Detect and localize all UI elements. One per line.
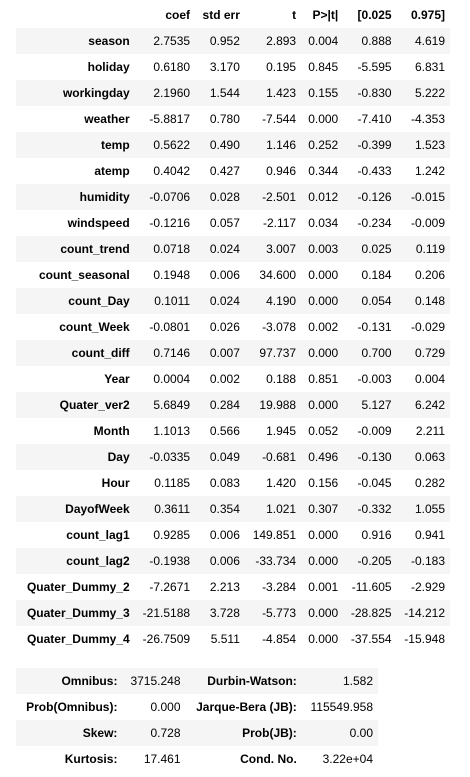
table-cell: -2.929 <box>410 580 445 594</box>
table-cell: -3.078 <box>262 320 297 334</box>
table-cell: 1.146 <box>266 138 297 152</box>
row-label: Quater_Dummy_2 <box>26 580 130 594</box>
table-cell: 0.049 <box>209 450 240 464</box>
table-cell: -5.595 <box>357 60 392 74</box>
row-label: Month <box>93 424 130 438</box>
table-cell: 0.001 <box>308 580 339 594</box>
table-cell: 0.006 <box>209 268 240 282</box>
table-cell: 0.000 <box>308 112 339 126</box>
table-cell: -0.0801 <box>149 320 191 334</box>
table-cell: 2.211 <box>415 424 445 438</box>
table-row <box>16 574 450 600</box>
row-label: humidity <box>79 190 130 204</box>
table-cell: 1.544 <box>209 86 240 100</box>
table-cell: -0.399 <box>357 138 392 152</box>
table-row <box>16 444 450 470</box>
table-cell: 0.034 <box>308 216 339 230</box>
stat-label: Prob(Omnibus): <box>26 700 118 714</box>
table-cell: 4.190 <box>266 294 297 308</box>
table-cell: 0.946 <box>266 164 297 178</box>
table-cell: 0.000 <box>308 528 339 542</box>
table-cell: 0.0718 <box>153 242 191 256</box>
table-cell: -0.009 <box>357 424 392 438</box>
table-cell: -0.0706 <box>149 190 191 204</box>
table-cell: 0.282 <box>414 476 445 490</box>
table-cell: 6.831 <box>414 60 445 74</box>
table-cell: 97.737 <box>259 346 297 360</box>
row-label: Hour <box>101 476 130 490</box>
table-cell: -21.5188 <box>142 606 191 620</box>
table-cell: 1.1013 <box>153 424 191 438</box>
table-row <box>16 54 450 80</box>
table-cell: 0.000 <box>308 268 339 282</box>
table-cell: -0.126 <box>357 190 392 204</box>
table-cell: 0.004 <box>414 372 445 386</box>
table-cell: -7.544 <box>262 112 297 126</box>
table-cell: 0.006 <box>209 554 240 568</box>
table-cell: 0.119 <box>415 242 445 256</box>
stat-label: Jarque-Bera (JB): <box>196 700 297 714</box>
row-label: count_lag1 <box>66 528 130 542</box>
table-cell: -5.8817 <box>149 112 191 126</box>
table-row <box>16 184 450 210</box>
stat-value: 1.582 <box>342 674 373 688</box>
table-cell: 5.127 <box>361 398 392 412</box>
table-cell: 0.007 <box>209 346 240 360</box>
stat-value: 0.728 <box>150 726 181 740</box>
table-cell: -0.830 <box>357 86 392 100</box>
table-cell: 0.004 <box>308 34 339 48</box>
table-cell: -33.734 <box>255 554 297 568</box>
table-cell: 0.566 <box>209 424 240 438</box>
table-row <box>16 496 450 522</box>
stat-label: Skew: <box>82 726 118 740</box>
table-cell: 0.024 <box>209 294 240 308</box>
row-label: weather <box>84 112 130 126</box>
table-cell: -0.332 <box>357 502 392 516</box>
table-cell: -0.003 <box>357 372 392 386</box>
table-cell: 149.851 <box>252 528 297 542</box>
table-cell: 0.6180 <box>153 60 191 74</box>
table-cell: 0.952 <box>209 34 240 48</box>
table-cell: 0.700 <box>361 346 392 360</box>
table-cell: 0.284 <box>209 398 240 412</box>
table-cell: 0.427 <box>209 164 240 178</box>
table-cell: 2.893 <box>266 34 297 48</box>
stat-label: Omnibus: <box>61 674 118 688</box>
table-cell: -2.117 <box>262 216 297 230</box>
table-cell: 0.9285 <box>153 528 191 542</box>
table-cell: -0.015 <box>410 190 445 204</box>
table-cell: 0.083 <box>209 476 240 490</box>
table-row <box>16 694 378 720</box>
diagnostics-table-body <box>16 668 378 772</box>
table-cell: -0.0335 <box>149 450 191 464</box>
table-cell: 0.307 <box>308 502 339 516</box>
row-label: windspeed <box>67 216 130 230</box>
table-cell: 0.000 <box>308 632 339 646</box>
table-cell: 1.423 <box>266 86 297 100</box>
row-label: Quater_Dummy_3 <box>26 606 130 620</box>
stat-value: 3.22e+04 <box>322 752 373 766</box>
table-row <box>16 746 378 772</box>
table-cell: 0.354 <box>209 502 240 516</box>
stat-value: 0.00 <box>349 726 373 740</box>
row-label: Quater_Dummy_4 <box>26 632 130 646</box>
row-label: count_diff <box>71 346 130 360</box>
table-row <box>16 288 450 314</box>
table-cell: 0.916 <box>361 528 392 542</box>
table-cell: -5.773 <box>262 606 297 620</box>
table-row <box>16 668 378 694</box>
table-row <box>16 262 450 288</box>
row-label: count_Week <box>59 320 130 334</box>
table-cell: 0.490 <box>209 138 240 152</box>
table-cell: 0.344 <box>308 164 339 178</box>
column-header: 0.975] <box>410 8 445 22</box>
table-cell: 19.988 <box>259 398 297 412</box>
table-cell: 0.184 <box>361 268 392 282</box>
table-row <box>16 340 450 366</box>
table-cell: -7.410 <box>357 112 392 126</box>
table-cell: 0.7146 <box>153 346 191 360</box>
table-cell: 5.511 <box>210 632 240 646</box>
table-cell: 0.024 <box>209 242 240 256</box>
table-cell: 0.000 <box>308 398 339 412</box>
table-row <box>16 314 450 340</box>
stat-value: 0.000 <box>150 700 181 714</box>
table-row <box>16 470 450 496</box>
stat-value: 17.461 <box>143 752 181 766</box>
table-cell: 0.063 <box>414 450 445 464</box>
table-row <box>16 522 450 548</box>
table-cell: 0.052 <box>308 424 339 438</box>
table-cell: -0.130 <box>357 450 392 464</box>
table-cell: 0.888 <box>361 34 392 48</box>
table-cell: 0.000 <box>308 606 339 620</box>
table-cell: -0.1938 <box>149 554 191 568</box>
table-cell: 3.728 <box>209 606 240 620</box>
table-cell: 0.5622 <box>153 138 191 152</box>
table-row <box>16 720 378 746</box>
table-cell: 1.523 <box>414 138 445 152</box>
coefficient-table-header <box>16 2 450 28</box>
table-cell: 34.600 <box>259 268 297 282</box>
table-cell: -0.205 <box>357 554 392 568</box>
table-cell: -0.009 <box>410 216 445 230</box>
row-label: atemp <box>94 164 130 178</box>
table-row <box>16 392 450 418</box>
table-cell: 0.252 <box>308 138 339 152</box>
table-cell: -11.605 <box>351 580 392 594</box>
table-cell: 0.057 <box>209 216 240 230</box>
table-cell: -0.029 <box>410 320 445 334</box>
table-cell: 0.155 <box>308 86 339 100</box>
table-row <box>16 626 450 652</box>
table-cell: 0.1948 <box>153 268 191 282</box>
column-header: std err <box>202 8 240 22</box>
table-cell: 5.222 <box>414 86 445 100</box>
row-label: count_Day <box>68 294 130 308</box>
table-cell: 0.000 <box>308 554 339 568</box>
table-cell: 0.025 <box>361 242 392 256</box>
table-cell: 2.7535 <box>153 34 191 48</box>
coefficient-table <box>16 2 450 652</box>
table-row <box>16 418 450 444</box>
table-cell: 0.002 <box>308 320 339 334</box>
table-cell: -26.7509 <box>142 632 191 646</box>
table-cell: 1.021 <box>266 502 297 516</box>
diagnostics-table <box>16 668 378 772</box>
row-label: Quater_ver2 <box>59 398 130 412</box>
table-cell: 0.148 <box>414 294 445 308</box>
table-cell: 0.851 <box>308 372 339 386</box>
table-row <box>16 80 450 106</box>
table-cell: 1.945 <box>266 424 297 438</box>
table-cell: 0.1011 <box>154 294 191 308</box>
table-cell: -3.284 <box>262 580 297 594</box>
table-cell: 0.195 <box>266 60 297 74</box>
table-cell: 2.1960 <box>153 86 191 100</box>
table-cell: -4.353 <box>410 112 445 126</box>
row-label: DayofWeek <box>65 502 130 516</box>
table-cell: 0.496 <box>308 450 339 464</box>
column-header: coef <box>165 8 191 22</box>
table-cell: 0.026 <box>209 320 240 334</box>
table-cell: -0.433 <box>357 164 392 178</box>
table-cell: 0.156 <box>308 476 339 490</box>
table-cell: -0.045 <box>357 476 392 490</box>
row-label: count_seasonal <box>38 268 130 282</box>
table-cell: 3.170 <box>209 60 240 74</box>
row-label: temp <box>100 138 130 152</box>
table-row <box>16 548 450 574</box>
table-row <box>16 132 450 158</box>
table-cell: -4.854 <box>262 632 297 646</box>
table-cell: 0.002 <box>209 372 240 386</box>
table-cell: 0.006 <box>209 528 240 542</box>
table-row <box>16 210 450 236</box>
table-cell: 0.003 <box>308 242 339 256</box>
table-cell: 0.188 <box>266 372 297 386</box>
table-cell: 1.420 <box>266 476 297 490</box>
table-cell: 0.1185 <box>154 476 191 490</box>
table-cell: 0.0004 <box>153 372 191 386</box>
table-cell: 1.242 <box>414 164 445 178</box>
table-cell: -14.212 <box>404 606 445 620</box>
table-cell: 0.054 <box>361 294 392 308</box>
stat-value: 115549.958 <box>310 700 373 714</box>
table-cell: 0.845 <box>308 60 339 74</box>
table-cell: -0.1216 <box>149 216 191 230</box>
table-cell: 0.3611 <box>154 502 191 516</box>
table-cell: 0.4042 <box>153 164 191 178</box>
table-row <box>16 236 450 262</box>
table-cell: 5.6849 <box>153 398 191 412</box>
table-cell: 2.213 <box>209 580 240 594</box>
table-cell: 6.242 <box>414 398 445 412</box>
row-label: count_lag2 <box>66 554 130 568</box>
column-header: [0.025 <box>357 8 392 22</box>
row-label: workingday <box>62 86 130 100</box>
column-header: t <box>292 8 297 22</box>
column-header: P>|t| <box>312 8 339 22</box>
table-cell: -0.234 <box>357 216 392 230</box>
row-label: season <box>88 34 130 48</box>
table-cell: 0.000 <box>308 346 339 360</box>
table-cell: -15.948 <box>404 632 445 646</box>
table-cell: 0.780 <box>209 112 240 126</box>
table-cell: 1.055 <box>414 502 445 516</box>
table-cell: 0.206 <box>414 268 445 282</box>
table-row <box>16 366 450 392</box>
table-cell: 4.619 <box>414 34 445 48</box>
row-label: count_trend <box>60 242 130 256</box>
stat-label: Durbin-Watson: <box>207 674 297 688</box>
table-cell: 0.000 <box>308 294 339 308</box>
table-cell: 0.028 <box>209 190 240 204</box>
table-row <box>16 28 450 54</box>
row-label: holiday <box>87 60 130 74</box>
table-cell: 0.729 <box>414 346 445 360</box>
header-blank <box>16 2 135 28</box>
table-cell: 3.007 <box>266 242 297 256</box>
table-cell: -2.501 <box>262 190 297 204</box>
table-cell: 0.012 <box>308 190 339 204</box>
table-row <box>16 158 450 184</box>
table-cell: -37.554 <box>350 632 392 646</box>
table-row <box>16 600 450 626</box>
table-cell: -0.131 <box>357 320 392 334</box>
table-cell: -28.825 <box>350 606 392 620</box>
table-cell: -7.2671 <box>149 580 191 594</box>
stat-label: Prob(JB): <box>242 726 297 740</box>
row-label: Year <box>104 372 130 386</box>
table-cell: 0.941 <box>414 528 445 542</box>
table-cell: -0.681 <box>262 450 297 464</box>
table-row <box>16 106 450 132</box>
stat-label: Kurtosis: <box>64 752 118 766</box>
coefficient-table-body <box>16 28 450 652</box>
stat-value: 3715.248 <box>130 674 181 688</box>
table-cell: -0.183 <box>410 554 445 568</box>
stat-label: Cond. No. <box>240 752 297 766</box>
row-label: Day <box>107 450 130 464</box>
